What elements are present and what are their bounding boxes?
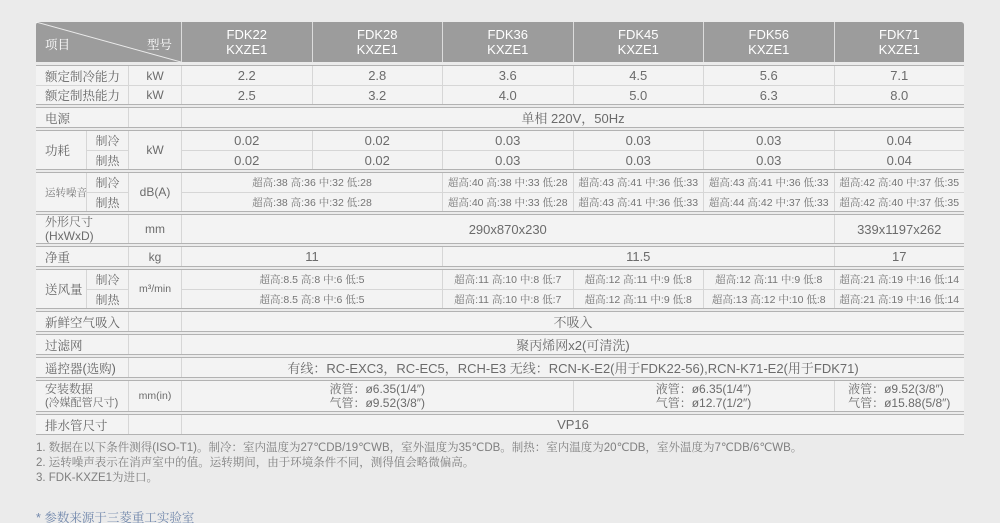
dimensions-row — [36, 214, 964, 244]
value-cell: 不吸入 — [181, 312, 964, 331]
header-model-fdk36 — [442, 22, 573, 62]
unit-cell — [128, 358, 181, 377]
value-cell: 超高:38 高:36 中:32 低:28 — [181, 173, 442, 192]
unit-cell: kW — [128, 131, 181, 169]
label-line2: (冷媒配管尺寸) — [45, 397, 119, 409]
value-cell: 超高:43 高:41 中:36 低:33 — [573, 173, 704, 192]
remote-row — [36, 357, 964, 378]
value-cell: 5.0 — [573, 85, 704, 104]
gas-pipe: 气管：ø12.7(1/2″) — [655, 396, 752, 410]
row-label-drain: 排水管尺寸 — [45, 418, 108, 433]
power-consumption-rows — [36, 130, 964, 170]
row-label-weight: 净重 — [45, 250, 71, 265]
source-line — [36, 508, 964, 523]
value-cell: 4.5 — [573, 66, 704, 85]
power-supply-row — [36, 107, 964, 128]
unit-cell: m³/min — [128, 270, 181, 308]
model-series: KXZE1 — [487, 42, 529, 57]
footnote-3: 3. FDK-KXZE1为进口。 — [36, 472, 159, 484]
unit-cell — [128, 108, 181, 127]
drain-row — [36, 414, 964, 435]
value-cell: 超高:12 高:11 中:9 低:8 — [703, 270, 834, 289]
row-label-fresh-air: 新鲜空气吸入 — [45, 315, 121, 330]
value-cell: 有线：RC-EXC3，RC-EC5，RCH-E3 无线：RCN-K-E2(用于FDK22-56),RCN-K71-E2(用于FDK71) — [181, 358, 964, 377]
value-cell: 超高:43 高:41 中:36 低:33 — [573, 192, 704, 211]
model-series: KXZE1 — [748, 42, 790, 57]
label-line2: (HxWxD) — [45, 229, 94, 243]
value-cell — [573, 381, 834, 411]
value-cell: 6.3 — [703, 85, 834, 104]
value-cell: 0.02 — [312, 150, 443, 169]
unit-cell: kW — [128, 66, 181, 85]
airflow-rows — [36, 269, 964, 309]
value-cell: 超高:42 高:40 中:37 低:35 — [834, 173, 965, 192]
piping-row — [36, 380, 964, 412]
value-cell: 超高:40 高:38 中:33 低:28 — [442, 192, 573, 211]
row-label-piping — [36, 381, 128, 411]
row-label-filter: 过滤网 — [45, 338, 83, 353]
mode-label-cooling: 制冷 — [86, 173, 128, 192]
header-item-label: 项目 — [45, 38, 71, 52]
row-label-remote: 遥控器(选购) — [45, 361, 116, 376]
value-cell: 0.03 — [703, 131, 834, 150]
value-cell — [181, 381, 573, 411]
footnote-2: 2. 运转噪声表示在消声室中的值。运转期间，由于环境条件不同，测得值会略微偏高。 — [36, 457, 475, 469]
header-model-fdk22 — [181, 22, 312, 62]
mode-label-heating: 制热 — [86, 289, 128, 308]
spec-table — [36, 22, 964, 435]
value-cell: 0.03 — [573, 131, 704, 150]
table-header-row — [36, 22, 964, 62]
source-link[interactable]: * 参数来源于三菱重工实验室 — [36, 511, 195, 523]
gas-pipe: 气管：ø15.88(5/8″) — [848, 396, 951, 410]
model-name: FDK71 — [879, 27, 920, 42]
filter-row — [36, 334, 964, 355]
label-line1: 安装数据 — [45, 382, 94, 396]
value-cell: 8.0 — [834, 85, 965, 104]
row-label-dimensions — [36, 215, 128, 243]
value-cell: 超高:11 高:10 中:8 低:7 — [442, 289, 573, 308]
value-cell: 超高:11 高:10 中:8 低:7 — [442, 270, 573, 289]
footnotes — [36, 441, 964, 486]
value-cell: 聚丙烯网x2(可清洗) — [181, 335, 964, 354]
row-label-airflow: 送风量 — [45, 283, 83, 297]
value-cell: 2.2 — [181, 66, 312, 85]
unit-cell: mm — [128, 215, 181, 243]
value-cell: 11 — [181, 247, 442, 266]
value-cell: 超高:12 高:11 中:9 低:8 — [573, 270, 704, 289]
value-cell: 7.1 — [834, 66, 965, 85]
footnote-1: 1. 数据在以下条件测得(ISO-T1)。制冷：室内温度为27℃DB/19℃WB，室外温度为35℃DB。制热：室内温度为20℃DB，室外温度为7℃DB/6℃WB。 — [36, 442, 803, 454]
value-cell: 0.03 — [442, 131, 573, 150]
value-cell: 0.02 — [312, 131, 443, 150]
header-model-fdk56 — [703, 22, 834, 62]
model-series: KXZE1 — [617, 42, 659, 57]
unit-cell — [128, 312, 181, 331]
value-cell: 超高:12 高:11 中:9 低:8 — [573, 289, 704, 308]
value-cell: 超高:44 高:42 中:37 低:33 — [703, 192, 834, 211]
value-cell: 超高:8.5 高:8 中:6 低:5 — [181, 289, 442, 308]
piping-fdk71 — [848, 382, 950, 410]
unit-cell: kW — [128, 85, 181, 104]
value-cell: 超高:13 高:12 中:10 低:8 — [703, 289, 834, 308]
piping-fdk45-56 — [656, 382, 752, 410]
model-series: KXZE1 — [226, 42, 268, 57]
liquid-pipe: 液管：ø6.35(1/4″) — [655, 382, 752, 396]
liquid-pipe: 液管：ø9.52(3/8″) — [848, 382, 944, 396]
header-model-fdk28 — [312, 22, 443, 62]
gas-pipe: 气管：ø9.52(3/8″) — [329, 396, 426, 410]
value-cell: 2.8 — [312, 66, 443, 85]
model-series: KXZE1 — [356, 42, 398, 57]
mode-label-cooling: 制冷 — [86, 270, 128, 289]
noise-rows — [36, 172, 964, 212]
value-cell: 超高:40 高:38 中:33 低:28 — [442, 173, 573, 192]
row-label-noise: 运转噪音 — [45, 186, 87, 199]
value-cell: 3.2 — [312, 85, 443, 104]
value-cell: 5.6 — [703, 66, 834, 85]
unit-cell: mm(in) — [128, 381, 181, 411]
header-item-model-cell — [36, 22, 181, 62]
piping-fdk22-36 — [329, 382, 425, 410]
fresh-air-row — [36, 311, 964, 332]
value-cell: 超高:21 高:19 中:16 低:14 — [834, 289, 965, 308]
value-cell: 339x1197x262 — [834, 215, 965, 243]
value-cell: 0.04 — [834, 150, 965, 169]
unit-cell: kg — [128, 247, 181, 266]
value-cell: 0.03 — [442, 150, 573, 169]
row-label-power-consumption: 功耗 — [45, 144, 71, 158]
value-cell: 0.02 — [181, 131, 312, 150]
unit-cell: dB(A) — [128, 173, 181, 211]
header-model-fdk45 — [573, 22, 704, 62]
row-label-cooling-capacity: 额定制冷能力 — [45, 69, 121, 84]
value-cell: 0.03 — [703, 150, 834, 169]
value-cell: 2.5 — [181, 85, 312, 104]
header-model-label: 型号 — [146, 38, 172, 52]
value-cell: 17 — [834, 247, 965, 266]
value-cell: 超高:38 高:36 中:32 低:28 — [181, 192, 442, 211]
value-cell: VP16 — [181, 415, 964, 434]
value-cell: 290x870x230 — [181, 215, 834, 243]
label-line1: 外形尺寸 — [45, 215, 94, 229]
liquid-pipe: 液管：ø6.35(1/4″) — [329, 382, 426, 396]
mode-label-heating: 制热 — [86, 150, 128, 169]
value-cell: 单相 220V，50Hz — [181, 108, 964, 127]
value-cell: 11.5 — [442, 247, 834, 266]
unit-cell — [128, 335, 181, 354]
value-cell: 0.03 — [573, 150, 704, 169]
model-series: KXZE1 — [878, 42, 920, 57]
model-name: FDK45 — [618, 27, 659, 42]
model-name: FDK22 — [226, 27, 267, 42]
unit-cell — [128, 415, 181, 434]
row-label-power-supply: 电源 — [45, 111, 71, 126]
value-cell — [834, 381, 965, 411]
weight-row — [36, 246, 964, 267]
value-cell: 超高:8.5 高:8 中:6 低:5 — [181, 270, 442, 289]
model-name: FDK56 — [748, 27, 789, 42]
header-model-fdk71 — [834, 22, 965, 62]
value-cell: 0.04 — [834, 131, 965, 150]
value-cell: 超高:43 高:41 中:36 低:33 — [703, 173, 834, 192]
capacity-rows — [36, 65, 964, 105]
value-cell: 0.02 — [181, 150, 312, 169]
row-label-heating-capacity: 额定制热能力 — [36, 85, 128, 104]
value-cell: 超高:21 高:19 中:16 低:14 — [834, 270, 965, 289]
value-cell: 超高:42 高:40 中:37 低:35 — [834, 192, 965, 211]
value-cell: 3.6 — [442, 66, 573, 85]
model-name: FDK28 — [357, 27, 398, 42]
mode-label-heating: 制热 — [86, 192, 128, 211]
model-name: FDK36 — [487, 27, 528, 42]
mode-label-cooling: 制冷 — [86, 131, 128, 150]
value-cell: 4.0 — [442, 85, 573, 104]
